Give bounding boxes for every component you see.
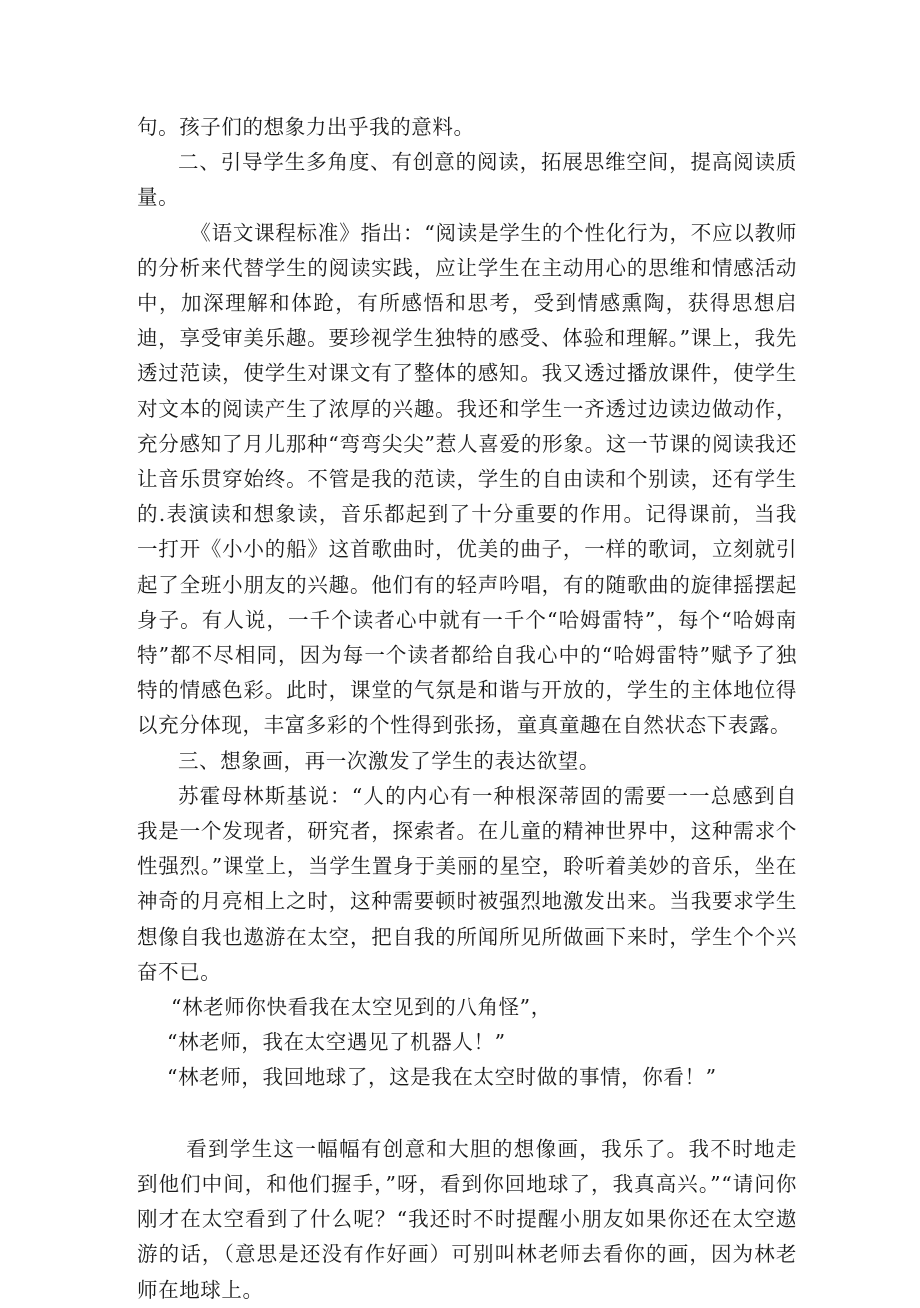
paragraph-sukhomlinsky: 苏霍母林斯基说：“人的内心有一种根深蒂固的需要一一总感到自我是一个发现者，研究者，探索者。在儿童的精神世界中，这种需求个性强烈。”课堂上，当学生置身于美丽的星空，聆听着美妙的音乐，坐在神奇的月亮相上之时，这种需要顿时被强烈地激发出来。当我要求学生想像自我也遨游在太空，把自我的所闻所见所做画下来时，学生个个兴奋不已。 — [137, 783, 797, 984]
section-heading-2: 二、引导学生多角度、有创意的阅读，拓展思维空间，提高阅读质量。 — [137, 150, 797, 210]
paragraph-gap — [137, 1096, 797, 1132]
paragraph-curriculum-standard: 《语文课程标准》指出：“阅读是学生的个性化行为，不应以教师的分析来代替学生的阅读实践，应让学生在主动用心的思维和情感活动中，加深理解和体跄，有所感悟和思考，受到情感熏陶，获得思想启迪，享受审美乐趣。要珍视学生独特的感受、体验和理解。”课上，我先透过范读，使学生对课文有了整体的感知。我又透过播放课件，使学生对文本的阅读产生了浓厚的兴趣。我还和学生一齐透过边读边做动作，充分感知了月儿那种“弯弯尖尖”惹人喜爱的形象。这一节课的阅读我还让音乐贯穿始终。不管是我的范读，学生的自由读和个别读，还有学生的.表演读和想象读，音乐都起到了十分重要的作用。记得课前，当我一打开《小小的船》这首歌曲时，优美的曲子，一样的歌词，立刻就引起了全班小朋友的兴趣。他们有的轻声吟唱，有的随歌曲的旋律摇摆起身子。有人说，一千个读者心中就有一千个“哈姆雷特”，每个“哈姆南特”都不尽相同，因为每一个读者都给自我心中的“哈姆雷特”赋予了独特的情感色彩。此时，课堂的气氛是和谐与开放的，学生的主体地位得以充分体现，丰富多彩的个性得到张扬，童真童趣在自然状态下表露。 — [137, 220, 797, 738]
student-quote-1: “林老师你快看我在太空见到的八角怪”， — [171, 995, 552, 1020]
student-quote-2: “林老师，我在太空遇见了机器人！” — [167, 1030, 506, 1055]
paragraph-continuation: 句。孩子们的想象力出乎我的意料。 — [137, 115, 475, 139]
document-body — [137, 110, 797, 1308]
student-quote-3: “林老师，我回地球了，这是我在太空时做的事情，你看！” — [167, 1065, 717, 1090]
section-heading-3: 三、想象画，再一次激发了学生的表达欲望。 — [178, 748, 600, 773]
paragraph-conclusion: 看到学生这一幅幅有创意和大胆的想像画，我乐了。我不时地走到他们中间，和他们握手，”呀，看到你回地球了，我真高兴。”“请问你刚才在太空看到了什么呢？“我还时不时提醒小朋友如果你还在太空遨游的话，（意思是还没有作好画）可别叫林老师去看你的画，因为林老师在地球上。 — [137, 1136, 797, 1302]
